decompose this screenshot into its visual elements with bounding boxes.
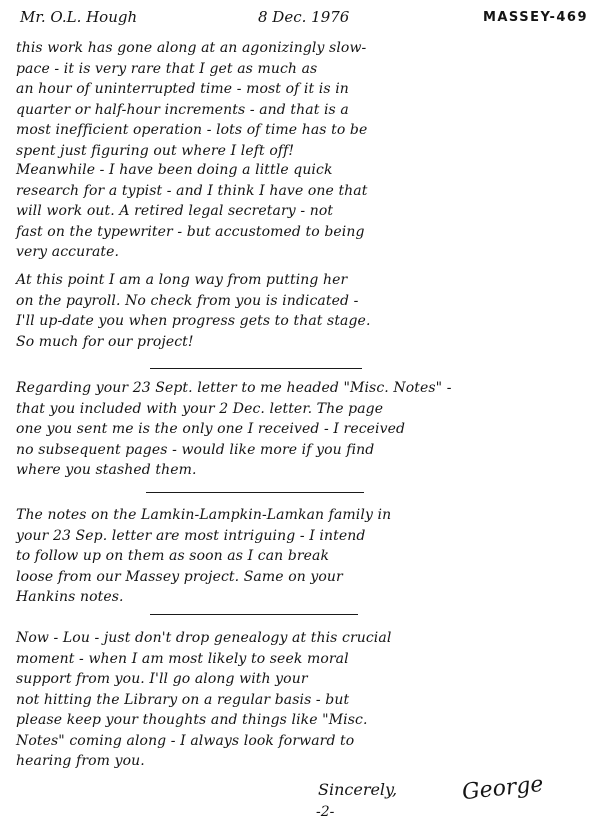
text-line: At this point I am a long way from putting her	[16, 272, 348, 288]
text-line: research for a typist - and I think I have one that	[16, 182, 368, 199]
text-line: loose from our Massey project. Same on your	[16, 568, 343, 585]
text-line: on the payroll. No check from you is indicated -	[16, 292, 359, 309]
text-line: spent just figuring out where I left off!	[16, 142, 295, 159]
recipient-name: Mr. O.L. Hough	[20, 8, 138, 26]
text-line: moment - when I am most likely to seek moral	[16, 650, 349, 667]
page-number: -2-	[316, 804, 335, 820]
text-line: your 23 Sep. letter are most intriguing - I intend	[16, 527, 366, 544]
text-line: Now - Lou - just don't drop genealogy at this crucial	[16, 630, 392, 646]
closing-salutation: Sincerely,	[318, 780, 398, 799]
text-line: this work has gone along at an agonizingly slow-	[16, 40, 367, 56]
paragraph-misc-notes	[16, 378, 588, 481]
text-line: hearing from you.	[16, 753, 145, 769]
text-line: fast on the typewriter - but accustomed to being	[16, 223, 365, 240]
text-line: an hour of uninterrupted time - most of it is in	[16, 81, 349, 97]
paragraph-typist	[16, 160, 588, 263]
reference-number: MASSEY-469	[482, 10, 588, 25]
text-line: So much for our project!	[16, 333, 194, 350]
text-line: Hankins notes.	[16, 589, 124, 605]
letter-date: 8 Dec. 1976	[258, 8, 350, 26]
text-line: The notes on the Lamkin-Lampkin-Lamkan family in	[16, 507, 392, 523]
section-divider	[150, 368, 362, 369]
signature: George	[460, 771, 545, 806]
text-line: where you stashed them.	[16, 462, 197, 478]
section-divider	[146, 492, 364, 493]
text-line: Regarding your 23 Sept. letter to me headed "Misc. Notes" -	[16, 380, 452, 396]
text-line: one you sent me is the only one I received - I received	[16, 421, 406, 437]
text-line: very accurate.	[16, 244, 120, 260]
text-line: support from you. I'll go along with your	[16, 671, 308, 687]
text-line: Notes" coming along - I always look forward to	[16, 732, 355, 749]
text-line: Meanwhile - I have been doing a little quick	[16, 162, 333, 178]
text-line: will work out. A retired legal secretary - not	[16, 203, 334, 219]
paragraph-progress	[16, 38, 588, 161]
text-line: to follow up on them as soon as I can break	[16, 548, 330, 564]
paragraph-lamkin-family	[16, 505, 588, 608]
section-divider	[150, 614, 358, 615]
paragraph-payroll	[16, 270, 588, 352]
text-line: quarter or half-hour increments - and that is a	[16, 101, 349, 118]
paragraph-genealogy	[16, 628, 588, 772]
text-line: I'll up-date you when progress gets to that stage.	[16, 313, 371, 329]
text-line: pace - it is very rare that I get as much as	[16, 60, 318, 77]
text-line: please keep your thoughts and things like "Misc.	[16, 712, 368, 728]
text-line: not hitting the Library on a regular basis - but	[16, 691, 350, 708]
text-line: that you included with your 2 Dec. letter. The page	[16, 400, 384, 417]
text-line: most inefficient operation - lots of time has to be	[16, 122, 368, 138]
text-line: no subsequent pages - would like more if you find	[16, 441, 375, 458]
